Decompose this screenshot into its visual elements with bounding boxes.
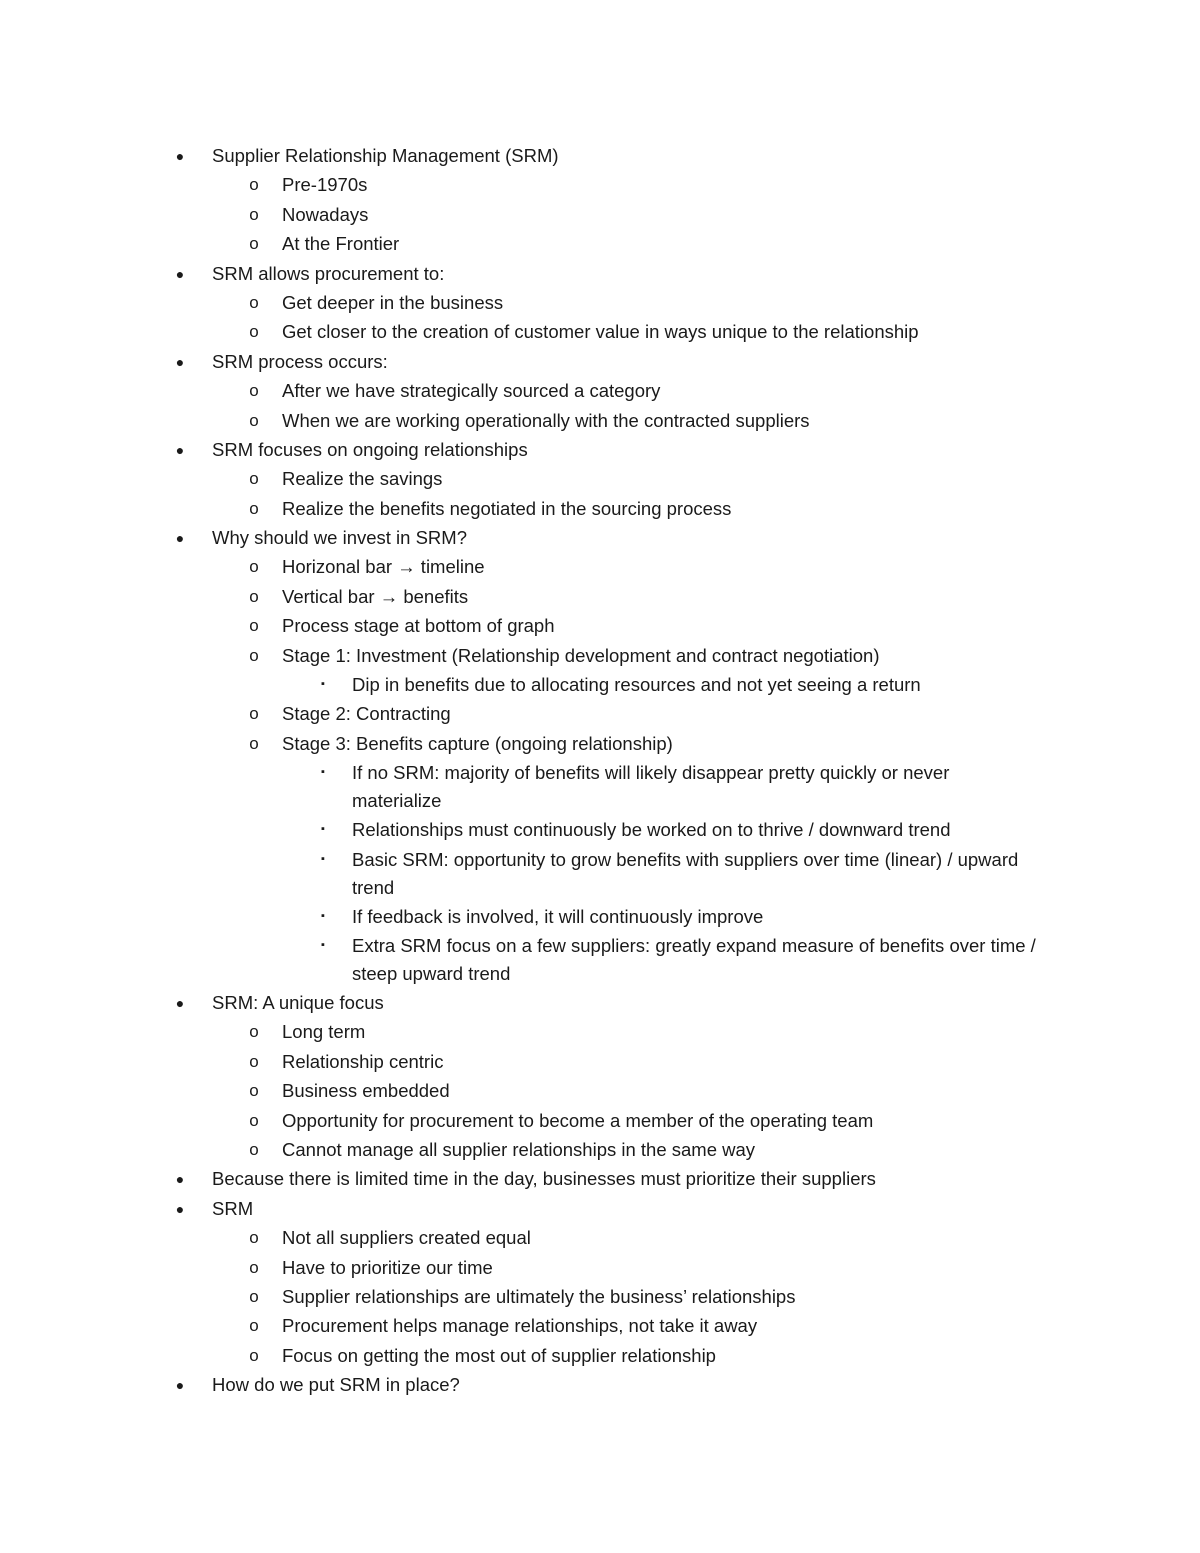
bullet-marker: ▪ [321, 823, 325, 836]
list-item-text: SRM [212, 1197, 254, 1219]
list-item-level-2 [0, 611, 1200, 640]
list-item-text: Horizonal bar → timeline [282, 556, 485, 578]
bullet-marker: o [249, 1228, 259, 1248]
bullet-marker: o [249, 645, 259, 665]
list-item-level-2 [0, 1282, 1200, 1311]
bullet-marker: o [249, 1110, 259, 1130]
list-item-level-1 [0, 141, 1200, 170]
bullet-marker: o [249, 616, 259, 636]
list-item-level-2 [0, 729, 1200, 758]
list-item-level-2 [0, 288, 1200, 317]
list-item-level-2 [0, 1253, 1200, 1282]
list-item-text: Realize the benefits negotiated in the sourcing process [282, 497, 732, 519]
list-item-text: Opportunity for procurement to become a member of the operating team [282, 1109, 874, 1131]
bullet-marker: o [249, 381, 259, 401]
list-item-text: Because there is limited time in the day, businesses must prioritize their suppliers [212, 1168, 876, 1190]
bullet-marker: ▪ [321, 909, 325, 922]
list-item-level-2 [0, 1311, 1200, 1340]
bullet-marker: ● [175, 1171, 185, 1188]
bullet-marker: o [249, 175, 259, 195]
list-item-level-2 [0, 1106, 1200, 1135]
bullet-marker: o [249, 557, 259, 577]
bullet-marker: ● [175, 148, 185, 164]
bullet-marker: o [249, 292, 259, 312]
list-item-level-3 [0, 815, 1200, 844]
bullet-marker: o [249, 1139, 259, 1159]
list-item-text: Supplier relationships are ultimately the business’ relationships [282, 1285, 796, 1307]
list-item-text: SRM: A unique focus [212, 991, 384, 1013]
list-item-text: Stage 1: Investment (Relationship development and contract negotiation) [282, 644, 880, 666]
list-item-text: Realize the savings [282, 468, 443, 490]
list-item-text: Get deeper in the business [282, 291, 504, 313]
list-item-text: Stage 3: Benefits capture (ongoing relationship) [282, 732, 673, 754]
list-item-text: How do we put SRM in place? [212, 1374, 460, 1396]
list-item-level-2 [0, 464, 1200, 493]
list-item-text: SRM focuses on ongoing relationships [212, 438, 528, 460]
bullet-marker: ▪ [321, 938, 325, 951]
list-item-text: SRM allows procurement to: [212, 262, 445, 284]
list-item-level-2 [0, 1135, 1200, 1164]
bullet-marker: o [249, 204, 259, 224]
bullet-marker: ● [175, 353, 185, 370]
list-item-level-2 [0, 552, 1200, 581]
list-item-level-2 [0, 1017, 1200, 1046]
list-item-level-2 [0, 641, 1200, 670]
list-item-text: Basic SRM: opportunity to grow benefits with suppliers over time (linear) / upward trend [352, 848, 1019, 898]
list-item-level-2 [0, 1341, 1200, 1370]
bullet-marker: o [249, 1081, 259, 1101]
bullet-marker: o [249, 1316, 259, 1336]
list-item-level-3 [0, 845, 1200, 902]
bullet-marker: o [249, 1022, 259, 1042]
list-item-text: Focus on getting the most out of supplier relationship [282, 1344, 716, 1366]
list-item-level-1 [0, 1194, 1200, 1223]
list-item-level-2 [0, 1223, 1200, 1252]
list-item-text: Process stage at bottom of graph [282, 615, 555, 637]
bullet-marker: ● [175, 265, 185, 282]
list-item-text: Vertical bar → benefits [282, 585, 469, 607]
bullet-outline [0, 141, 1200, 1399]
bullet-marker: ● [175, 441, 185, 458]
list-item-text: Pre-1970s [282, 174, 368, 196]
list-item-text: Not all suppliers created equal [282, 1227, 531, 1249]
list-item-text: Long term [282, 1021, 366, 1043]
list-item-text: When we are working operationally with the contracted suppliers [282, 409, 810, 431]
list-item-text: At the Frontier [282, 233, 400, 255]
list-item-level-1 [0, 523, 1200, 552]
list-item-text: Extra SRM focus on a few suppliers: greatly expand measure of benefits over time / steep upward trend [352, 934, 1036, 984]
bullet-marker: ▪ [321, 852, 325, 865]
list-item-text: Get closer to the creation of customer value in ways unique to the relationship [282, 321, 919, 343]
list-item-level-1 [0, 259, 1200, 288]
list-item-text: If no SRM: majority of benefits will likely disappear pretty quickly or never materialize [352, 762, 950, 812]
bullet-marker: o [249, 1257, 259, 1277]
bullet-marker: ● [175, 1200, 185, 1217]
bullet-marker: o [249, 498, 259, 518]
list-item-level-2 [0, 494, 1200, 523]
list-item-level-1 [0, 347, 1200, 376]
list-item-level-2 [0, 699, 1200, 728]
list-item-level-3 [0, 902, 1200, 931]
bullet-marker: o [249, 733, 259, 753]
list-item-text: Have to prioritize our time [282, 1256, 493, 1278]
bullet-marker: o [249, 704, 259, 724]
list-item-text: Cannot manage all supplier relationships in the same way [282, 1138, 756, 1160]
list-item-text: SRM process occurs: [212, 350, 388, 372]
list-item-level-2 [0, 1047, 1200, 1076]
bullet-marker: o [249, 234, 259, 254]
list-item-text: Relationship centric [282, 1050, 444, 1072]
list-item-text: Stage 2: Contracting [282, 703, 451, 725]
list-item-level-2 [0, 582, 1200, 611]
list-item-text: Why should we invest in SRM? [212, 527, 467, 549]
bullet-marker: ● [175, 994, 185, 1011]
list-item-text: After we have strategically sourced a category [282, 380, 661, 402]
list-item-level-1 [0, 988, 1200, 1017]
list-item-level-1 [0, 1370, 1200, 1399]
list-item-level-2 [0, 406, 1200, 435]
bullet-marker: o [249, 322, 259, 342]
bullet-marker: o [249, 586, 259, 606]
bullet-marker: ● [175, 1377, 185, 1394]
bullet-marker: ▪ [321, 766, 325, 779]
bullet-marker: ▪ [321, 678, 325, 691]
bullet-marker: o [249, 1345, 259, 1365]
list-item-level-3 [0, 758, 1200, 815]
bullet-marker: o [249, 469, 259, 489]
list-item-text: Relationships must continuously be worked on to thrive / downward trend [352, 819, 951, 841]
list-item-level-3 [0, 931, 1200, 988]
list-item-text: Procurement helps manage relationships, not take it away [282, 1315, 758, 1337]
list-item-level-1 [0, 1164, 1200, 1193]
list-item-text: Nowadays [282, 203, 369, 225]
bullet-marker: ● [175, 530, 185, 547]
list-item-level-2 [0, 317, 1200, 346]
list-item-text: Supplier Relationship Management (SRM) [212, 145, 559, 166]
list-item-level-2 [0, 170, 1200, 199]
list-item-text: Dip in benefits due to allocating resources and not yet seeing a return [352, 674, 921, 696]
bullet-marker: o [249, 410, 259, 430]
list-item-text: Business embedded [282, 1080, 450, 1102]
list-item-level-1 [0, 435, 1200, 464]
list-item-level-2 [0, 376, 1200, 405]
list-item-text: If feedback is involved, it will continuously improve [352, 905, 764, 927]
list-item-level-2 [0, 200, 1200, 229]
list-item-level-2 [0, 229, 1200, 258]
bullet-marker: o [249, 1286, 259, 1306]
list-item-level-3 [0, 670, 1200, 699]
list-item-level-2 [0, 1076, 1200, 1105]
bullet-marker: o [249, 1051, 259, 1071]
